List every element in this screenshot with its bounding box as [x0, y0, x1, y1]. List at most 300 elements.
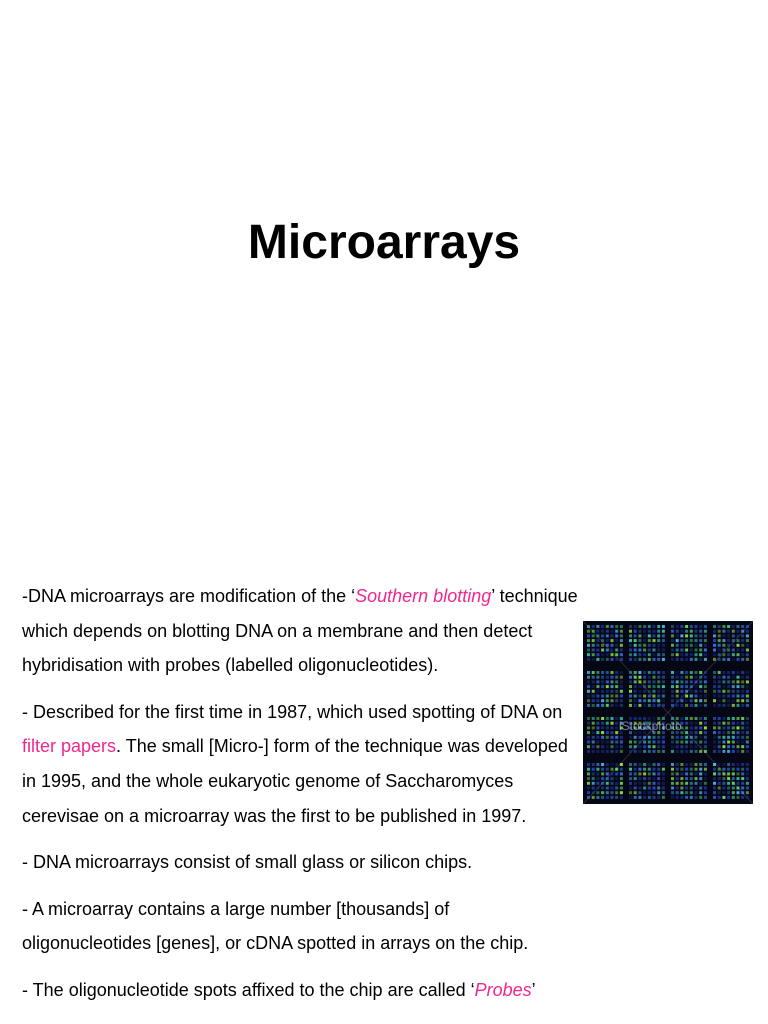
array-spot: [587, 717, 590, 720]
array-spot: [737, 745, 740, 748]
array-spot: [680, 625, 683, 628]
array-spot: [671, 741, 674, 744]
array-spot: [592, 685, 595, 688]
array-spot: [690, 768, 693, 771]
array-spot: [713, 634, 716, 637]
array-spot: [704, 745, 707, 748]
array-spot: [611, 722, 614, 725]
array-spot: [695, 676, 698, 679]
array-spot: [629, 639, 632, 642]
array-spot: [653, 634, 656, 637]
array-spot: [648, 768, 651, 771]
array-spot: [643, 763, 646, 766]
array-spot: [685, 791, 688, 794]
array-spot: [648, 750, 651, 753]
array-block: [713, 671, 749, 707]
array-spot: [657, 736, 660, 739]
array-spot: [718, 634, 721, 637]
array-spot: [713, 768, 716, 771]
array-spot: [695, 690, 698, 693]
array-spot: [737, 639, 740, 642]
array-spot: [671, 782, 674, 785]
array-spot: [620, 649, 623, 652]
array-spot: [648, 699, 651, 702]
array-spot: [741, 649, 744, 652]
array-spot: [680, 699, 683, 702]
array-spot: [746, 653, 749, 656]
paragraph-chips: - DNA microarrays consist of small glass or silicon chips.: [22, 852, 473, 873]
array-spot: [746, 644, 749, 647]
array-spot: [657, 676, 660, 679]
array-spot: [606, 639, 609, 642]
array-spot: [615, 630, 618, 633]
array-spot: [587, 750, 590, 753]
array-spot: [611, 731, 614, 734]
array-spot: [713, 676, 716, 679]
array-spot: [606, 791, 609, 794]
array-spot: [615, 639, 618, 642]
array-block: [629, 763, 665, 799]
array-spot: [713, 736, 716, 739]
array-spot: [722, 658, 725, 661]
array-spot: [657, 671, 660, 674]
array-spot: [713, 772, 716, 775]
array-spot: [690, 745, 693, 748]
array-spot: [615, 634, 618, 637]
array-spot: [722, 704, 725, 707]
array-spot: [606, 658, 609, 661]
array-spot: [601, 658, 604, 661]
array-spot: [671, 750, 674, 753]
array-spot: [615, 685, 618, 688]
array-spot: [620, 644, 623, 647]
array-spot: [741, 741, 744, 744]
array-spot: [634, 704, 637, 707]
array-spot: [596, 717, 599, 720]
array-spot: [629, 791, 632, 794]
array-spot: [695, 671, 698, 674]
array-spot: [690, 634, 693, 637]
array-spot: [695, 722, 698, 725]
array-spot: [704, 741, 707, 744]
array-spot: [620, 699, 623, 702]
array-spot: [685, 639, 688, 642]
array-spot: [601, 772, 604, 775]
paragraph-history: [22, 695, 574, 833]
array-spot: [704, 731, 707, 734]
array-spot: [662, 782, 665, 785]
array-spot: [680, 649, 683, 652]
array-spot: [634, 649, 637, 652]
array-spot: [638, 634, 641, 637]
array-spot: [695, 782, 698, 785]
array-spot: [596, 768, 599, 771]
array-spot: [587, 653, 590, 656]
array-spot: [699, 736, 702, 739]
array-spot: [592, 625, 595, 628]
paragraph-text: . The small [Micro-] form of the technique was developed in 1995, and the whole eukaryotic genome of Saccharomyces cerevisae on a microarray was the first to be published in 1997.: [22, 736, 568, 826]
array-spot: [611, 634, 614, 637]
array-spot: [648, 787, 651, 790]
array-spot: [718, 690, 721, 693]
array-spot: [648, 704, 651, 707]
array-spot: [685, 685, 688, 688]
array-spot: [592, 772, 595, 775]
array-spot: [676, 695, 679, 698]
array-spot: [690, 717, 693, 720]
array-spot: [737, 704, 740, 707]
array-spot: [704, 796, 707, 799]
array-spot: [629, 695, 632, 698]
array-spot: [699, 639, 702, 642]
paragraph-text: - The oligonucleotide spots affixed to the chip are called ‘: [22, 979, 475, 1000]
array-spot: [611, 685, 614, 688]
array-spot: [699, 777, 702, 780]
array-spot: [606, 653, 609, 656]
array-spot: [596, 763, 599, 766]
array-spot: [606, 685, 609, 688]
array-spot: [685, 676, 688, 679]
array-spot: [615, 741, 618, 744]
array-spot: [662, 796, 665, 799]
array-spot: [732, 726, 735, 729]
array-spot: [657, 782, 660, 785]
array-spot: [606, 704, 609, 707]
array-spot: [606, 690, 609, 693]
array-spot: [596, 736, 599, 739]
array-spot: [611, 671, 614, 674]
array-spot: [713, 644, 716, 647]
array-spot: [671, 630, 674, 633]
array-spot: [727, 717, 730, 720]
array-spot: [699, 791, 702, 794]
array-spot: [629, 676, 632, 679]
array-spot: [737, 653, 740, 656]
array-spot: [629, 704, 632, 707]
array-spot: [592, 736, 595, 739]
array-spot: [737, 772, 740, 775]
array-spot: [601, 676, 604, 679]
array-spot: [606, 722, 609, 725]
array-spot: [685, 630, 688, 633]
array-spot: [615, 644, 618, 647]
array-spot: [596, 690, 599, 693]
array-spot: [746, 634, 749, 637]
array-spot: [727, 685, 730, 688]
array-spot: [638, 777, 641, 780]
array-spot: [746, 699, 749, 702]
array-spot: [601, 763, 604, 766]
array-spot: [611, 787, 614, 790]
array-spot: [592, 671, 595, 674]
array-spot: [638, 671, 641, 674]
array-spot: [662, 777, 665, 780]
array-spot: [662, 736, 665, 739]
array-spot: [746, 782, 749, 785]
array-spot: [685, 745, 688, 748]
array-spot: [676, 671, 679, 674]
array-spot: [662, 658, 665, 661]
array-spot: [727, 676, 730, 679]
array-spot: [685, 787, 688, 790]
array-spot: [596, 699, 599, 702]
slide-title: Microarrays: [247, 216, 521, 269]
array-spot: [727, 630, 730, 633]
array-spot: [629, 625, 632, 628]
array-spot: [737, 630, 740, 633]
array-spot: [713, 704, 716, 707]
array-spot: [592, 680, 595, 683]
array-spot: [737, 695, 740, 698]
array-spot: [722, 699, 725, 702]
array-spot: [741, 671, 744, 674]
array-spot: [676, 658, 679, 661]
array-spot: [713, 741, 716, 744]
array-spot: [629, 699, 632, 702]
array-spot: [671, 768, 674, 771]
array-spot: [718, 736, 721, 739]
array-spot: [643, 796, 646, 799]
array-spot: [727, 722, 730, 725]
array-spot: [615, 750, 618, 753]
array-spot: [606, 763, 609, 766]
array-spot: [611, 726, 614, 729]
array-spot: [592, 704, 595, 707]
array-spot: [601, 768, 604, 771]
array-spot: [601, 741, 604, 744]
array-spot: [685, 772, 688, 775]
array-spot: [587, 726, 590, 729]
array-spot: [601, 731, 604, 734]
array-spot: [592, 658, 595, 661]
array-spot: [741, 704, 744, 707]
array-spot: [680, 685, 683, 688]
array-spot: [615, 680, 618, 683]
array-spot: [596, 630, 599, 633]
array-spot: [629, 653, 632, 656]
array-spot: [611, 782, 614, 785]
array-spot: [634, 695, 637, 698]
array-spot: [676, 676, 679, 679]
array-spot: [671, 791, 674, 794]
array-spot: [611, 796, 614, 799]
array-spot: [704, 634, 707, 637]
array-spot: [746, 777, 749, 780]
array-spot: [718, 671, 721, 674]
array-spot: [606, 772, 609, 775]
array-spot: [601, 726, 604, 729]
array-spot: [657, 658, 660, 661]
array-spot: [741, 796, 744, 799]
array-spot: [722, 777, 725, 780]
array-spot: [601, 791, 604, 794]
array-spot: [592, 722, 595, 725]
array-spot: [638, 676, 641, 679]
array-spot: [638, 699, 641, 702]
array-spot: [592, 768, 595, 771]
array-spot: [615, 791, 618, 794]
array-spot: [695, 653, 698, 656]
array-spot: [587, 787, 590, 790]
array-spot: [657, 630, 660, 633]
array-spot: [732, 653, 735, 656]
array-spot: [732, 750, 735, 753]
array-spot: [634, 690, 637, 693]
array-spot: [596, 653, 599, 656]
array-spot: [741, 639, 744, 642]
array-spot: [727, 787, 730, 790]
array-block: [713, 717, 749, 753]
array-spot: [718, 630, 721, 633]
array-spot: [634, 796, 637, 799]
array-spot: [704, 704, 707, 707]
array-spot: [592, 690, 595, 693]
array-spot: [634, 671, 637, 674]
array-spot: [606, 726, 609, 729]
paragraph-text: ’ technique which depends on blotting DNA on a membrane and then detect hybridisation with probes (labelled oligonucleotides).: [22, 586, 578, 676]
array-spot: [695, 745, 698, 748]
array-spot: [648, 736, 651, 739]
array-spot: [592, 726, 595, 729]
array-spot: [606, 796, 609, 799]
array-spot: [657, 653, 660, 656]
array-spot: [615, 676, 618, 679]
array-spot: [611, 630, 614, 633]
array-spot: [699, 796, 702, 799]
array-spot: [676, 644, 679, 647]
array-spot: [653, 782, 656, 785]
array-spot: [732, 717, 735, 720]
array-spot: [732, 772, 735, 775]
array-spot: [653, 745, 656, 748]
array-spot: [718, 741, 721, 744]
array-spot: [722, 791, 725, 794]
array-spot: [680, 736, 683, 739]
array-spot: [657, 625, 660, 628]
array-spot: [685, 750, 688, 753]
array-spot: [676, 772, 679, 775]
array-spot: [615, 796, 618, 799]
array-spot: [671, 777, 674, 780]
array-spot: [699, 644, 702, 647]
array-spot: [671, 787, 674, 790]
array-spot: [587, 639, 590, 642]
array-spot: [606, 750, 609, 753]
array-spot: [704, 777, 707, 780]
array-spot: [587, 722, 590, 725]
array-spot: [601, 625, 604, 628]
array-spot: [643, 704, 646, 707]
array-spot: [732, 649, 735, 652]
array-spot: [653, 741, 656, 744]
array-spot: [722, 695, 725, 698]
array-spot: [638, 695, 641, 698]
array-spot: [653, 750, 656, 753]
array-spot: [611, 699, 614, 702]
array-spot: [685, 717, 688, 720]
array-spot: [671, 690, 674, 693]
array-spot: [727, 634, 730, 637]
array-spot: [671, 639, 674, 642]
array-spot: [596, 777, 599, 780]
array-spot: [601, 685, 604, 688]
array-spot: [638, 704, 641, 707]
array-spot: [629, 634, 632, 637]
array-spot: [671, 644, 674, 647]
array-spot: [662, 649, 665, 652]
array-spot: [699, 717, 702, 720]
array-spot: [685, 653, 688, 656]
array-spot: [615, 745, 618, 748]
array-spot: [746, 768, 749, 771]
array-spot: [587, 772, 590, 775]
array-spot: [704, 782, 707, 785]
array-spot: [685, 741, 688, 744]
array-spot: [592, 777, 595, 780]
array-spot: [722, 644, 725, 647]
array-spot: [592, 731, 595, 734]
array-spot: [671, 634, 674, 637]
array-spot: [722, 680, 725, 683]
array-spot: [699, 625, 702, 628]
array-spot: [737, 768, 740, 771]
array-spot: [676, 745, 679, 748]
array-spot: [596, 791, 599, 794]
array-spot: [648, 695, 651, 698]
array-spot: [727, 726, 730, 729]
array-spot: [737, 722, 740, 725]
array-spot: [695, 717, 698, 720]
array-spot: [676, 639, 679, 642]
array-spot: [638, 690, 641, 693]
array-spot: [643, 653, 646, 656]
array-spot: [695, 796, 698, 799]
array-spot: [741, 736, 744, 739]
array-spot: [643, 644, 646, 647]
array-spot: [676, 736, 679, 739]
array-spot: [713, 722, 716, 725]
array-spot: [741, 763, 744, 766]
array-spot: [690, 649, 693, 652]
array-spot: [737, 750, 740, 753]
array-spot: [741, 644, 744, 647]
array-block: [671, 625, 707, 661]
array-spot: [601, 722, 604, 725]
array-spot: [713, 671, 716, 674]
array-spot: [657, 741, 660, 744]
array-spot: [690, 796, 693, 799]
array-spot: [615, 726, 618, 729]
array-spot: [732, 791, 735, 794]
array-spot: [671, 671, 674, 674]
array-spot: [746, 704, 749, 707]
array-spot: [596, 671, 599, 674]
array-spot: [690, 658, 693, 661]
array-spot: [713, 782, 716, 785]
array-spot: [643, 750, 646, 753]
array-spot: [685, 695, 688, 698]
array-spot: [620, 796, 623, 799]
array-spot: [620, 791, 623, 794]
array-spot: [592, 634, 595, 637]
array-spot: [732, 690, 735, 693]
array-spot: [601, 777, 604, 780]
array-spot: [606, 625, 609, 628]
array-spot: [657, 796, 660, 799]
array-spot: [638, 791, 641, 794]
array-spot: [643, 699, 646, 702]
array-spot: [727, 671, 730, 674]
